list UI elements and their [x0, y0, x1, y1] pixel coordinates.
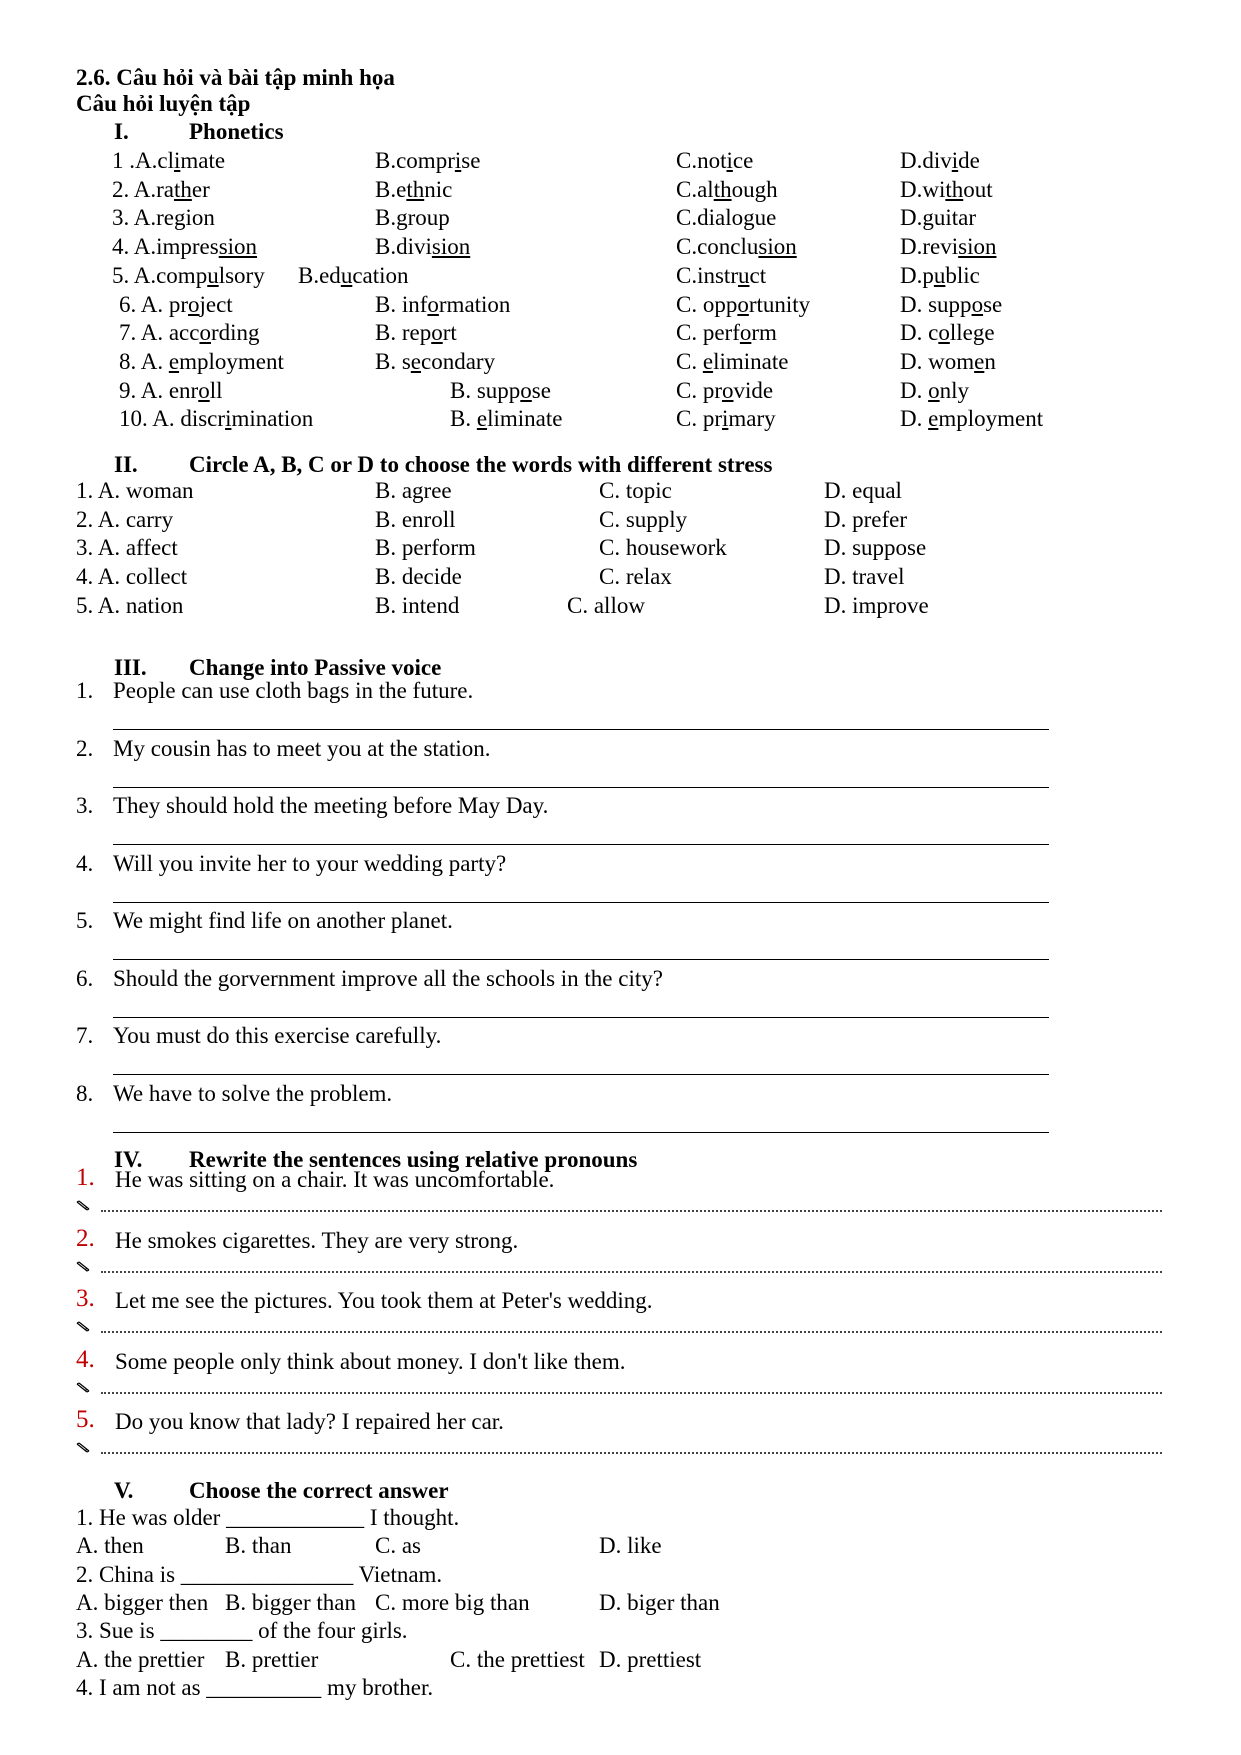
phonetics-option: C.conclusion: [676, 234, 797, 260]
pen-icon: [76, 1200, 90, 1212]
phonetics-option: D. suppose: [900, 291, 1003, 317]
passive-item-text: Will you invite her to your wedding party?: [113, 850, 507, 876]
phonetics-option: C. primary: [676, 406, 776, 432]
dotted-answer-line: [101, 1331, 1162, 1333]
relative-number: IV.: [114, 1147, 143, 1172]
passive-item-number: 1.: [76, 678, 94, 703]
phonetics-option: D. college: [900, 320, 995, 346]
answer-option: C. more big than: [375, 1589, 530, 1615]
phonetics-option: C.although: [676, 176, 778, 202]
relative-item-text: He smokes cigarettes. They are very strong.: [115, 1227, 519, 1253]
stress-option: C. supply: [599, 506, 688, 532]
section-subtitle: Câu hỏi luyện tập: [76, 91, 251, 116]
phonetics-option: C.notice: [676, 148, 754, 173]
phonetics-option: D.public: [900, 262, 980, 288]
pen-icon: [76, 1382, 90, 1394]
phonetics-option: B. secondary: [375, 348, 496, 374]
answer-option: B. than: [225, 1533, 292, 1559]
answer-option: B. bigger than: [225, 1589, 356, 1615]
phonetics-option: 4. A.impression: [112, 234, 258, 260]
phonetics-option: C.instruct: [676, 262, 767, 288]
answer-line: [113, 1132, 1049, 1133]
phonetics-option: C. perform: [676, 320, 777, 346]
passive-item-text: We might find life on another planet.: [113, 908, 453, 933]
phonetics-option: B. information: [375, 291, 511, 317]
stress-title: Circle A, B, C or D to choose the words with different stress: [189, 452, 773, 477]
phonetics-number: I.: [114, 119, 129, 144]
answer-option: D. prettiest: [599, 1646, 702, 1672]
answer-line: [113, 902, 1049, 903]
stress-option: D. suppose: [824, 535, 927, 561]
phonetics-option: 8. A. employment: [119, 348, 284, 374]
stress-option: 3. A. affect: [76, 535, 178, 561]
phonetics-option: B. report: [375, 320, 457, 346]
question-text: 4. I am not as __________ my brother.: [76, 1674, 434, 1700]
passive-title: Change into Passive voice: [189, 655, 442, 680]
stress-option: 4. A. collect: [76, 564, 188, 590]
passive-item-number: 5.: [76, 908, 94, 933]
passive-item-text: People can use cloth bags in the future.: [113, 678, 474, 703]
stress-option: B. intend: [375, 592, 460, 618]
answer-option: A. then: [76, 1533, 144, 1559]
stress-number: II.: [114, 452, 138, 477]
answer-option: D. like: [599, 1533, 662, 1559]
phonetics-option: D.guitar: [900, 205, 977, 231]
relative-item-number: 4.: [76, 1345, 95, 1373]
phonetics-option: D. only: [900, 377, 970, 403]
phonetics-option: B.comprise: [375, 148, 481, 173]
relative-item-number: 2.: [76, 1224, 95, 1252]
phonetics-option: D. women: [900, 348, 996, 374]
passive-item-number: 3.: [76, 793, 94, 818]
answer-option: C. the prettiest: [450, 1646, 585, 1672]
dotted-answer-line: [101, 1210, 1162, 1212]
passive-item-number: 2.: [76, 735, 94, 761]
phonetics-option: C.dialogue: [676, 205, 777, 231]
stress-option: D. prefer: [824, 506, 908, 532]
stress-option: B. perform: [375, 535, 476, 561]
passive-item-text: You must do this exercise carefully.: [113, 1023, 442, 1048]
passive-item-text: They should hold the meeting before May Day.: [113, 793, 549, 818]
passive-item-text: We have to solve the problem.: [113, 1080, 393, 1106]
stress-option: D. improve: [824, 592, 929, 618]
answer-option: A. bigger then: [76, 1589, 209, 1615]
stress-option: C. relax: [599, 564, 672, 590]
answer-option: A. the prettier: [76, 1646, 205, 1672]
phonetics-option: 3. A.region: [112, 205, 215, 231]
stress-option: C. housework: [599, 535, 727, 561]
relative-item-text: Do you know that lady? I repaired her car.: [115, 1409, 504, 1434]
relative-item-text: Some people only think about money. I don't like them.: [115, 1348, 626, 1374]
stress-option: D. equal: [824, 478, 902, 503]
relative-item-text: Let me see the pictures. You took them at Peter's wedding.: [115, 1288, 653, 1313]
answer-line: [113, 959, 1049, 960]
passive-item-text: My cousin has to meet you at the station.: [113, 735, 491, 761]
phonetics-option: D.revision: [900, 234, 997, 260]
pen-icon: [76, 1261, 90, 1273]
passive-item-number: 4.: [76, 850, 94, 876]
stress-option: B. enroll: [375, 506, 456, 532]
stress-option: C. allow: [567, 592, 645, 618]
pen-icon: [76, 1321, 90, 1333]
phonetics-option: C. eliminate: [676, 348, 789, 374]
relative-item-text: He was sitting on a chair. It was uncomfortable.: [115, 1167, 555, 1192]
phonetics-option: B.education: [298, 262, 409, 288]
phonetics-option: B.ethnic: [375, 176, 453, 202]
question-text: 2. China is _______________ Vietnam.: [76, 1561, 443, 1587]
stress-option: 1. A. woman: [76, 478, 194, 503]
stress-option: C. topic: [599, 478, 672, 503]
phonetics-option: 1 .A.climate: [112, 148, 226, 173]
answer-line: [113, 1017, 1049, 1018]
phonetics-option: B. suppose: [450, 377, 551, 403]
dotted-answer-line: [101, 1452, 1162, 1454]
answer-line: [113, 729, 1049, 730]
passive-item-number: 6.: [76, 965, 94, 991]
correct-number: V.: [114, 1478, 134, 1503]
phonetics-option: D.without: [900, 176, 993, 202]
question-text: 3. Sue is ________ of the four girls.: [76, 1618, 408, 1644]
answer-line: [113, 1074, 1049, 1075]
phonetics-option: 2. A.rather: [112, 176, 210, 202]
phonetics-option: B.group: [375, 205, 450, 231]
correct-title: Choose the correct answer: [189, 1478, 449, 1503]
phonetics-option: 10. A. discrimination: [119, 406, 314, 432]
answer-option: C. as: [375, 1533, 421, 1559]
answer-line: [113, 787, 1049, 788]
section-heading: 2.6. Câu hỏi và bài tập minh họa: [76, 65, 395, 90]
phonetics-option: 5. A.compulsory: [112, 262, 265, 288]
relative-title: Rewrite the sentences using relative pronouns: [189, 1147, 638, 1172]
passive-item-number: 7.: [76, 1023, 94, 1048]
dotted-answer-line: [101, 1271, 1162, 1273]
phonetics-option: D.divide: [900, 148, 980, 173]
phonetics-option: B. eliminate: [450, 406, 563, 432]
passive-number: III.: [114, 655, 147, 680]
answer-option: B. prettier: [225, 1646, 319, 1672]
phonetics-option: C. provide: [676, 377, 774, 403]
relative-item-number: 1.: [76, 1164, 95, 1191]
passive-item-text: Should the gorvernment improve all the schools in the city?: [113, 965, 663, 991]
pen-icon: [76, 1442, 90, 1454]
stress-option: D. travel: [824, 564, 905, 590]
phonetics-option: C. opportunity: [676, 291, 811, 317]
phonetics-option: 9. A. enroll: [119, 377, 223, 403]
phonetics-option: B.division: [375, 234, 471, 260]
stress-option: B. agree: [375, 478, 452, 503]
relative-item-number: 5.: [76, 1406, 95, 1433]
answer-option: D. biger than: [599, 1589, 720, 1615]
phonetics-option: 7. A. according: [119, 320, 260, 346]
passive-item-number: 8.: [76, 1080, 94, 1106]
dotted-answer-line: [101, 1392, 1162, 1394]
stress-option: 5. A. nation: [76, 592, 184, 618]
stress-option: 2. A. carry: [76, 506, 174, 532]
answer-line: [113, 844, 1049, 845]
relative-item-number: 3.: [76, 1285, 95, 1312]
question-text: 1. He was older ____________ I thought.: [76, 1505, 460, 1530]
stress-option: B. decide: [375, 564, 462, 590]
phonetics-option: 6. A. project: [119, 291, 233, 317]
phonetics-title: Phonetics: [189, 119, 284, 144]
phonetics-option: D. employment: [900, 406, 1044, 432]
